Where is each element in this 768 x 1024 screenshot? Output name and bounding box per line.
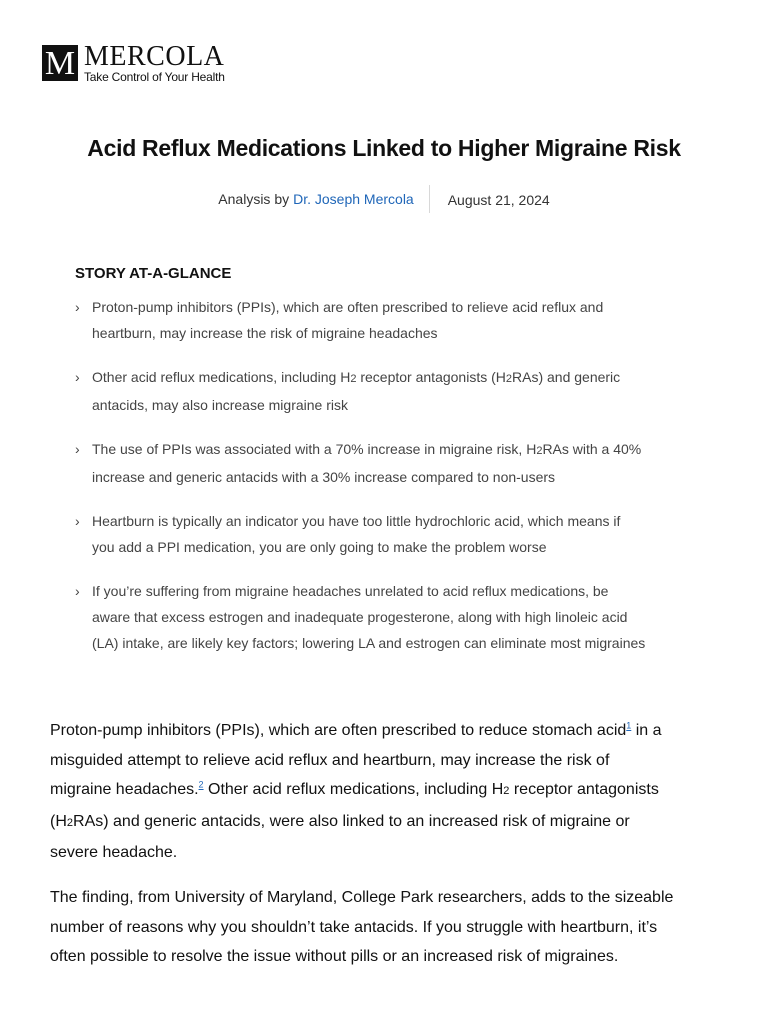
glance-heading: STORY AT-A-GLANCE — [75, 265, 232, 282]
glance-item-text: RAs with a 40% — [542, 441, 642, 457]
byline — [0, 184, 768, 214]
article-title: Acid Reflux Medications Linked to Higher Migraine Risk — [87, 135, 681, 161]
body-text: migraine headaches. — [50, 781, 199, 799]
glance-item-line: increase and generic antacids with a 30% increase compared to non-users — [92, 469, 556, 485]
glance-item-line: antacids, may also increase migraine risk — [92, 397, 348, 413]
subscript: 2 — [350, 373, 357, 385]
body-text: in a — [631, 722, 662, 739]
chevron-right-icon: › — [75, 441, 80, 457]
chevron-right-icon: › — [75, 583, 80, 599]
glance-list — [75, 294, 695, 656]
glance-item-line: aware that excess estrogen and inadequate progesterone, along with high linoleic acid — [92, 609, 628, 625]
body-text: number of reasons why you shouldn’t take antacids. If you struggle with heartburn, it’s — [50, 918, 658, 936]
subscript: 2 — [536, 445, 543, 457]
body-text: often possible to resolve the issue without pills or an increased risk of migraines. — [50, 948, 619, 966]
footnote-link[interactable]: 2 — [198, 779, 204, 790]
glance-item — [75, 578, 695, 656]
glance-item-line: heartburn, may increase the risk of migraine headaches — [92, 325, 438, 341]
body-text: (H — [50, 812, 67, 830]
body-text: receptor antagonists — [509, 781, 659, 799]
glance-item-line: If you’re suffering from migraine headaches unrelated to acid reflux medications, be — [92, 583, 609, 599]
logo-mark-icon: M — [42, 45, 78, 81]
article-body — [50, 716, 720, 987]
subscript: 2 — [66, 816, 74, 829]
footnote-link[interactable]: 1 — [626, 720, 632, 731]
glance-item-text: RAs) and generic — [512, 369, 621, 385]
glance-item-line: Heartburn is typically an indicator you have too little hydrochloric acid, which means if — [92, 513, 621, 529]
logo-name: MERCOLA — [84, 41, 225, 72]
author-link[interactable]: Dr. Joseph Mercola — [293, 191, 414, 207]
chevron-right-icon: › — [75, 369, 80, 385]
chevron-right-icon: › — [75, 299, 80, 315]
byline-prefix: Analysis by — [218, 191, 290, 207]
story-at-a-glance — [75, 264, 695, 674]
body-text: The finding, from University of Maryland, College Park researchers, adds to the sizeable — [50, 888, 674, 906]
publish-date: August 21, 2024 — [447, 192, 550, 208]
glance-item-text: receptor antagonists (H — [356, 369, 506, 385]
body-text: Proton-pump inhibitors (PPIs), which are often prescribed to reduce stomach acid — [50, 722, 627, 739]
subscript: 2 — [503, 785, 510, 798]
glance-item-line: you add a PPI medication, you are only going to make the problem worse — [92, 539, 547, 555]
body-text: Other acid reflux medications, including H — [203, 781, 504, 799]
glance-item-line: (LA) intake, are likely key factors; lowering LA and estrogen can eliminate most migraines — [92, 635, 646, 651]
logo-tagline: Take Control of Your Health — [84, 70, 225, 84]
glance-item — [75, 294, 695, 346]
site-logo[interactable] — [42, 41, 225, 84]
chevron-right-icon: › — [75, 513, 80, 529]
glance-item-text: Other acid reflux medications, including H — [92, 369, 351, 385]
body-text: misguided attempt to relieve acid reflux and heartburn, may increase the risk of — [50, 751, 610, 769]
glance-item — [75, 508, 695, 560]
body-text: severe headache. — [50, 844, 178, 862]
byline-author — [218, 185, 428, 213]
glance-item — [75, 436, 695, 490]
subscript: 2 — [505, 373, 512, 385]
body-paragraph — [50, 883, 720, 972]
glance-item-line: Proton-pump inhibitors (PPIs), which are often prescribed to relieve acid reflux and — [92, 299, 604, 315]
body-paragraph — [50, 716, 720, 868]
glance-item-text: The use of PPIs was associated with a 70% increase in migraine risk, H — [92, 441, 537, 457]
body-text: RAs) and generic antacids, were also linked to an increased risk of migraine or — [73, 812, 630, 830]
glance-item — [75, 364, 695, 418]
logo-text — [84, 41, 225, 84]
